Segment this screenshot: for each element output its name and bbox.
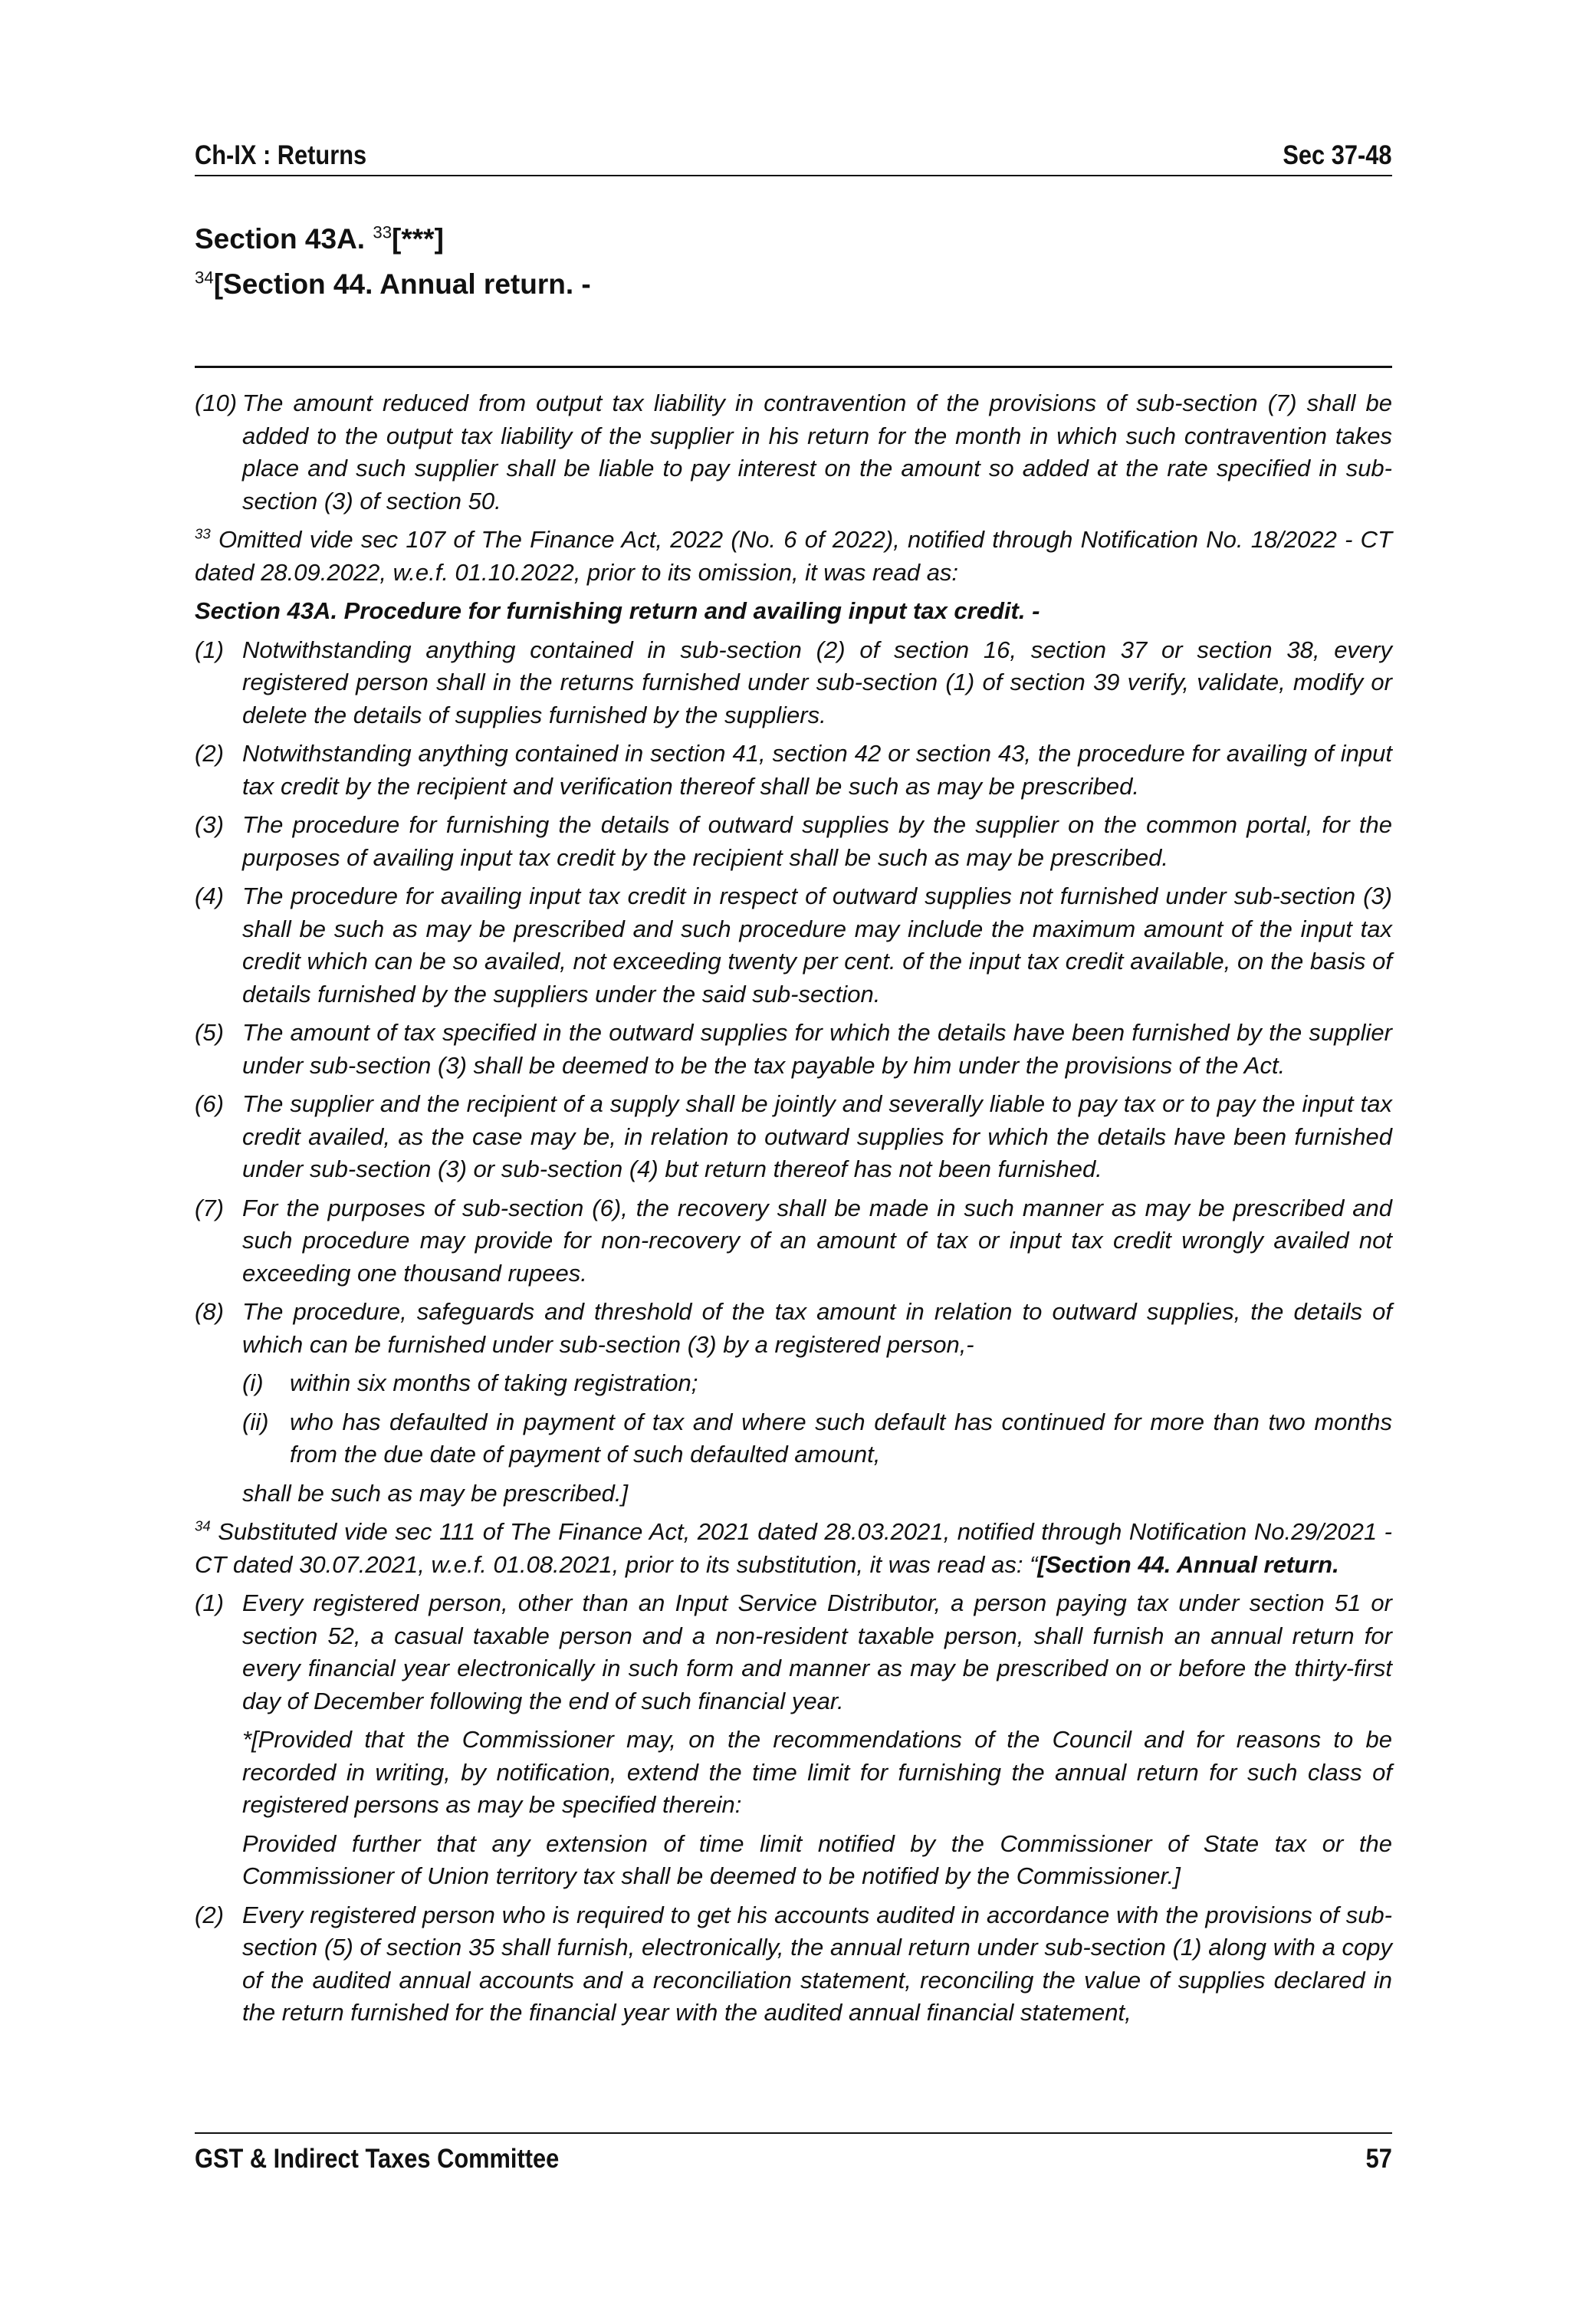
- footnote-34: $^{34}$ Substituted vide sec 111 of The Finance Act, 2021 dated 28.03.2021, notified through Notification No.29/2021 - CT dated 30.07.2021, w.e.f. 01.08.2021, prior to its substitution, it was read as: “[Section 44. Annual return.: [195, 1517, 1392, 1578]
- section-43a-subclause-1: (i) within six months of taking registration;: [242, 1369, 698, 1396]
- section-43a-clause-6: (6) The supplier and the recipient of a supply shall be jointly and severally liable to pay tax or to pay the input tax credit availed, as the case may be, in relation to outward supplies for which the details have been furnished under sub-section (3) or sub-section (4) but return thereof has not been furnished.: [195, 1090, 1392, 1182]
- footnote-separator: [195, 366, 1392, 368]
- section-44-proviso-1: *[Provided that the Commissioner may, on the recommendations of the Council and for reasons to be recorded in writing, by notification, extend the time limit for furnishing the annual return for such class of registered persons as may be specified therein:: [242, 1726, 1392, 1818]
- footnotes-block: [195, 387, 1392, 2036]
- section-44-clause-1: (1) Every registered person, other than an Input Service Distributor, a person paying tax under section 51 or section 52, a casual taxable person and a non-resident taxable person, shall furnish an annual return for every financial year electronically in such form and manner as may be prescribed on or before the thirty-first day of December following the end of such financial year.: [195, 1589, 1392, 1714]
- clause-10: (10) The amount reduced from output tax liability in contravention of the provisions of sub-section (7) shall be added to the output tax liability of the supplier in his return for the month in which such contravention takes place and such supplier shall be liable to pay interest on the amount so added at the rate specified in sub-section (3) of section 50.: [195, 390, 1392, 514]
- section-43a-clause-8: (8) The procedure, safeguards and threshold of the tax amount in relation to outward supplies, the details of which can be furnished under sub-section (3) by a registered person,-: [195, 1298, 1392, 1358]
- running-footer: [195, 2132, 1392, 2172]
- section-43a-clauses: [195, 634, 1392, 1362]
- section-43a-clause-5: (5) The amount of tax specified in the outward supplies for which the details have been furnished by the supplier under sub-section (3) shall be deemed to be the tax payable by him under the provisions of the Act.: [195, 1019, 1392, 1079]
- section-44-proviso-2: Provided further that any extension of time limit notified by the Commissioner of State tax or the Commissioner of Union territory tax shall be deemed to be notified by the Commissioner.]: [242, 1829, 1392, 1889]
- section-43a-subclauses: [195, 1367, 1392, 1471]
- section-43a-title: Section 43A. $^{33}$[***]: [195, 222, 444, 255]
- footnote-ref-33: 33: [373, 222, 392, 242]
- section-43a-clause-2: (2) Notwithstanding anything contained in section 41, section 42 or section 43, the procedure for availing of input tax credit by the recipient and verification thereof shall be such as may be prescribed.: [195, 740, 1392, 800]
- section-43a-clause-7: (7) For the purposes of sub-section (6), the recovery shall be made in such manner as may be prescribed and such procedure may provide for non-recovery of an amount of tax or input tax credit wrongly availed not exceeding one thousand rupees.: [195, 1194, 1392, 1287]
- page-number: 57: [1365, 2144, 1392, 2174]
- section-43a-clause-3: (3) The procedure for furnishing the details of outward supplies by the supplier on the common portal, for the purposes of availing input tax credit by the recipient shall be such as may be prescribed.: [195, 811, 1392, 871]
- section-range: Sec 37-48: [1283, 140, 1392, 170]
- committee-name: GST & Indirect Taxes Committee: [195, 2144, 560, 2174]
- section-43a-heading: Section 43A. Procedure for furnishing return and availing input tax credit. -: [195, 597, 1040, 624]
- section-44-title: $^{34}$[Section 44. Annual return. -: [195, 268, 591, 300]
- section-44-clause-2: (2) Every registered person who is required to get his accounts audited in accordance with the provisions of sub-section (5) of section 35 shall furnish, electronically, the annual return under sub-section (1) along with a copy of the audited annual accounts and a reconciliation statement, reconciling the value of supplies declared in the return furnished for the financial year with the audited annual financial statement,: [195, 1901, 1392, 2026]
- section-43a-closing: shall be such as may be prescribed.]: [242, 1479, 629, 1507]
- running-header: [195, 140, 1392, 176]
- section-43a-subclause-2: (ii) who has defaulted in payment of tax and where such default has continued for more than two months from the due date of payment of such defaulted amount,: [242, 1408, 1392, 1468]
- footnote-33: $^{33}$ Omitted vide sec 107 of The Finance Act, 2022 (No. 6 of 2022), notified through Notification No. 18/2022 - CT dated 28.09.2022, w.e.f. 01.10.2022, prior to its omission, it was read as:: [195, 525, 1392, 586]
- section-43a-clause-1: (1) Notwithstanding anything contained in sub-section (2) of section 16, section 37 or section 38, every registered person shall in the returns furnished under sub-section (1) of section 39 verify, validate, modify or delete the details of supplies furnished by the suppliers.: [195, 636, 1392, 728]
- footnote-ref-34: 34: [195, 268, 214, 288]
- chapter-label: Ch-IX : Returns: [195, 140, 367, 170]
- section-43a-clause-4: (4) The procedure for availing input tax credit in respect of outward supplies not furnished under sub-section (3) shall be such as may be prescribed and such procedure may include the maximum amount of the input tax credit which can be so availed, not exceeding twenty per cent. of the input tax credit available, on the basis of details furnished by the suppliers under the said sub-section.: [195, 883, 1392, 1008]
